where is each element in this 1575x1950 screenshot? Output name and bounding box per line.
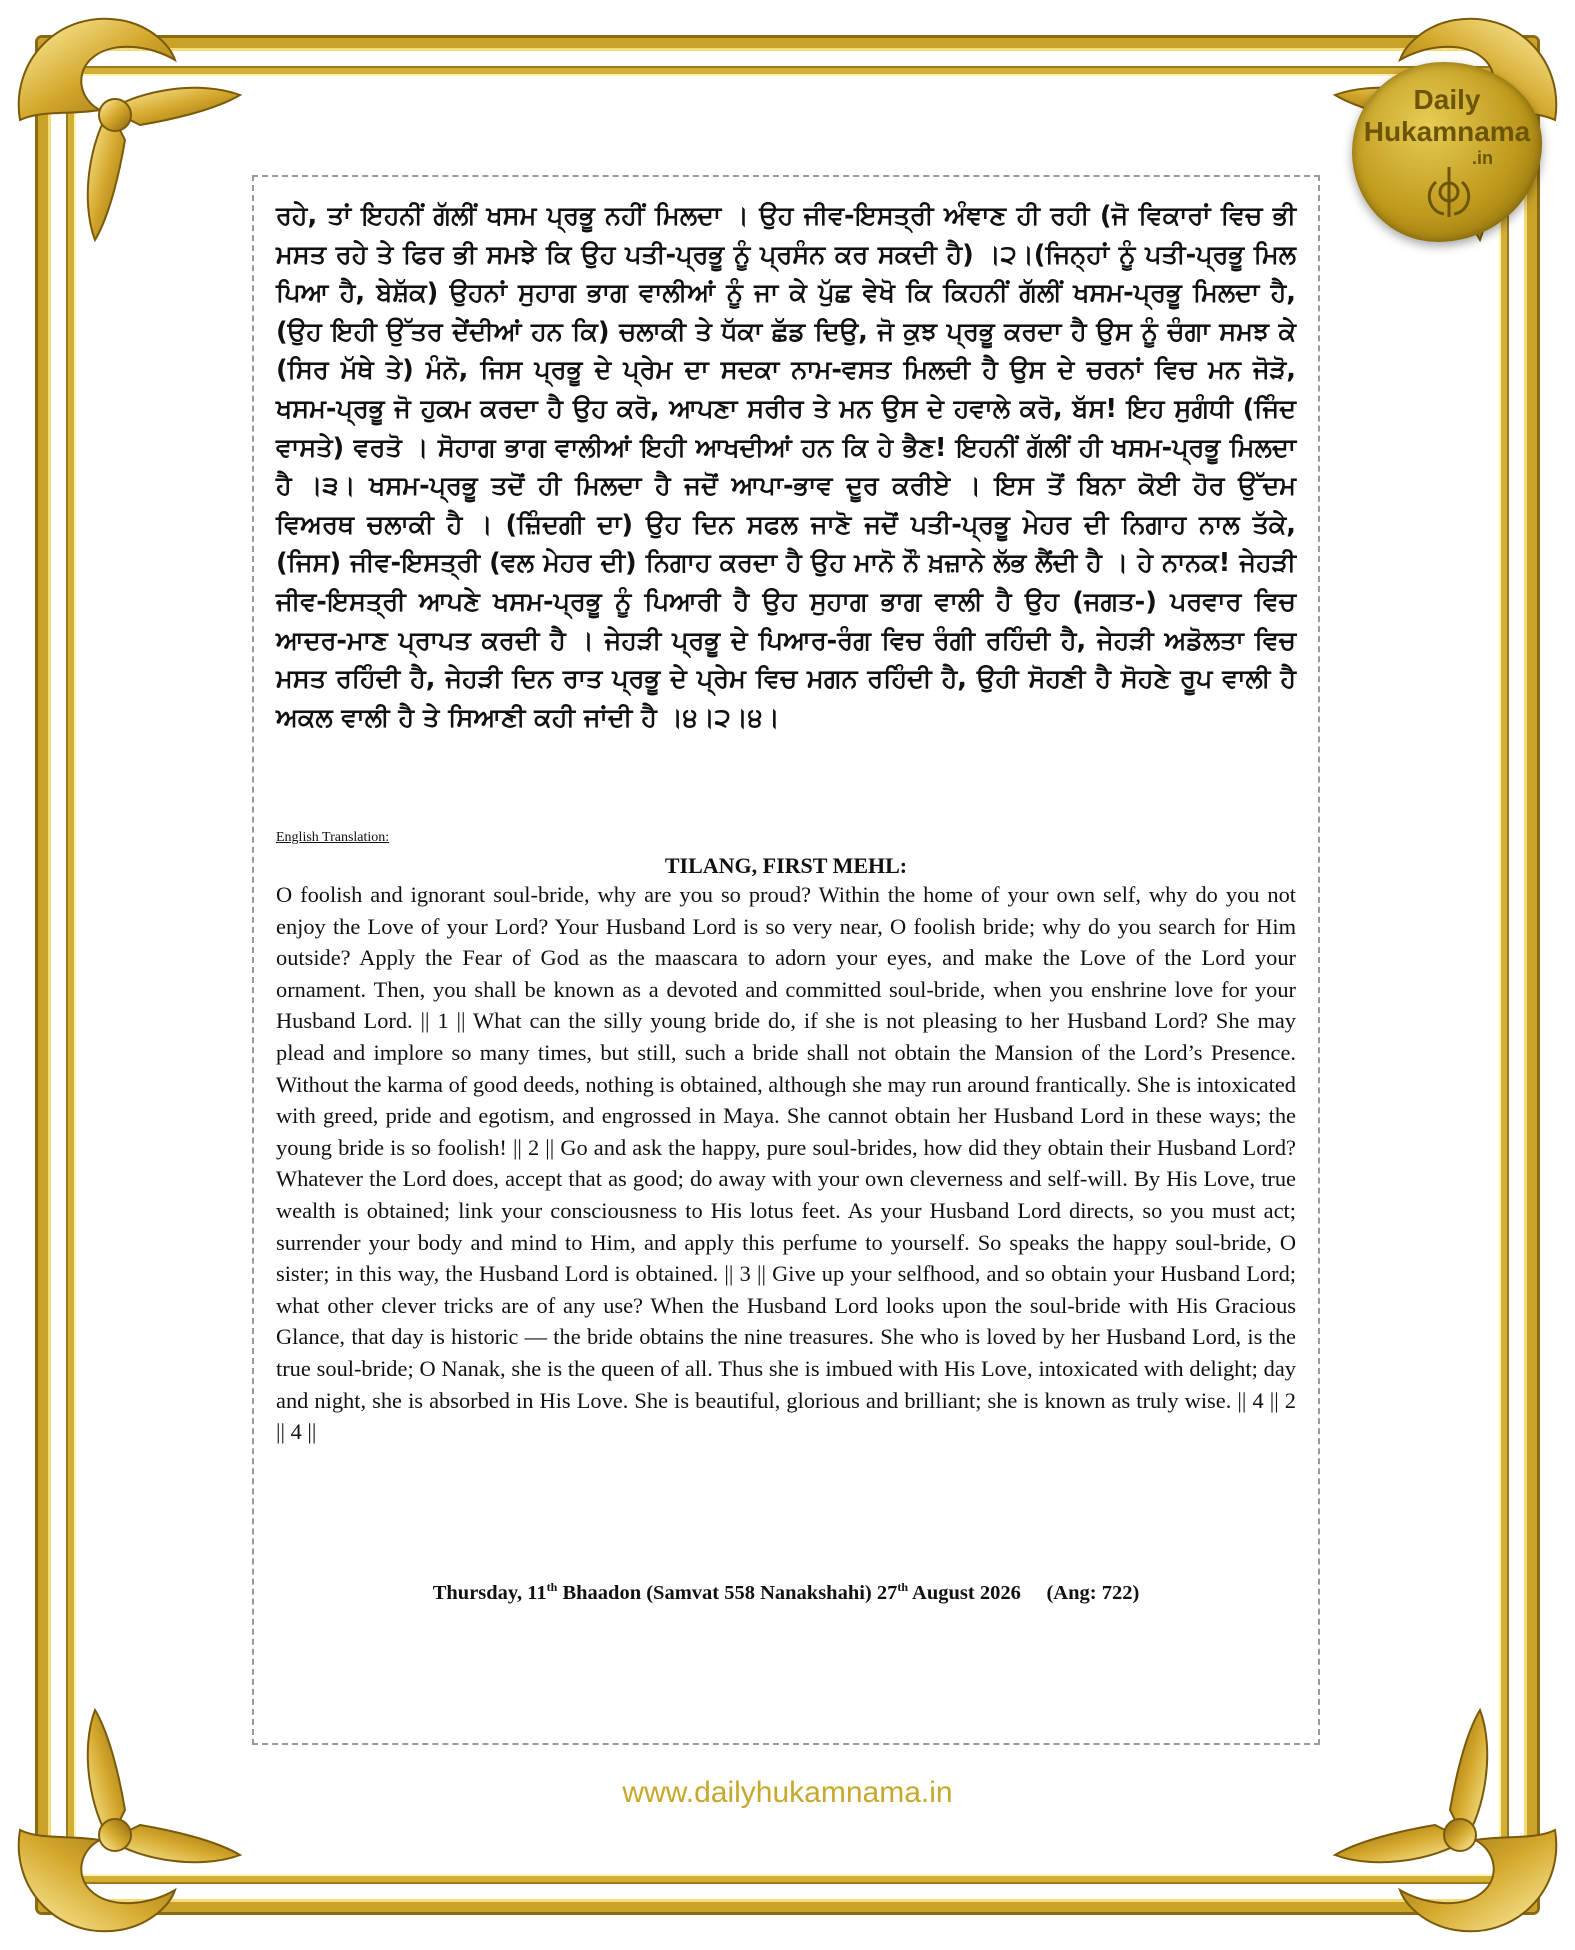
english-translation-text: O foolish and ignorant soul-bride, why are you so proud? Within the home of your own self, why do you not enjoy the Love of your Lord? Your Husband Lord is so very near, O foolish bride; why do you search for Him outside? Apply the Fear of God as the maascara to adorn your eyes, and make the Love of the Lord your ornament. Then, you shall be known as a devoted and committed soul-bride, when you enshrine love for your Husband Lord. || 1 || What can the silly young bride do, if she is not pleasing to her Husband Lord? She may plead and implore so many times, but still, such a bride shall not obtain the Mansion of the Lord’s Presence. Without the karma of good deeds, nothing is obtained, although she may run around frantically. She is intoxicated with greed, pride and egotism, and engrossed in Maya. She cannot obtain her Husband Lord in these ways; the young bride is so foolish! || 2 || Go and ask the happy, pure soul-brides, how did they obtain their Husband Lord? Whatever the Lord does, accept that as good; do away with your own cleverness and self-will. By His Love, true wealth is obtained; link your consciousness to His lotus feet. As your Husband Lord directs, so you must act; surrender your body and mind to Him, and apply this perfume to yourself. So speaks the happy soul-bride, O sister; in this way, the Husband Lord is obtained. || 3 || Give up your selfhood, and so obtain your Husband Lord; what other clever tricks are of any use? When the Husband Lord looks upon the soul-bride with His Gracious Glance, that day is historic — the bride obtains the nine treasures. She who is loved by her Husband Lord, is the true soul-bride; O Nanak, she is the queen of all. Thus she is imbued with His Love, intoxicated with delight; day and night, she is absorbed in His Love. She is beautiful, glorious and brilliant; she is known as truly wise. || 4 || 2 || 4 || xyxy=(276,882,1296,1445)
dateline-year: August 2026 xyxy=(908,1581,1021,1604)
khanda-emblem-icon xyxy=(1414,162,1484,222)
dateline-date-suffix: th xyxy=(897,1580,909,1594)
dateline xyxy=(254,1580,1318,1605)
dateline-month: Bhaadon (Samvat 558 Nanakshahi) 27 xyxy=(557,1581,898,1604)
website-link[interactable]: www.dailyhukamnama.in xyxy=(622,1776,953,1809)
ribbon-corner-bottom-right xyxy=(1315,1690,1575,1950)
english-translation-label: English Translation: xyxy=(276,830,390,845)
badge-line-2: Hukamnama xyxy=(1363,116,1531,147)
badge-line-3: .in xyxy=(1472,148,1493,168)
gurmukhi-explanation: ਰਹੇ, ਤਾਂ ਇਹਨੀਂ ਗੱਲੀਂ ਖਸਮ ਪ੍ਰਭੂ ਨਹੀਂ ਮਿਲਦਾ । ਉਹ ਜੀਵ-ਇਸਤ੍ਰੀ ਅੰਞਾਣ ਹੀ ਰਹੀ (ਜੋ ਵਿਕਾਰਾਂ ਵਿਚ ਭੀ ਮਸਤ ਰਹੇ ਤੇ ਫਿਰ ਭੀ ਸਮਝੇ ਕਿ ਉਹ ਪਤੀ-ਪ੍ਰਭੂ ਨੂੰ ਪ੍ਰਸੰਨ ਕਰ ਸਕਦੀ ਹੈ) ।੨।(ਜਿਨ੍ਹਾਂ ਨੂੰ ਪਤੀ-ਪ੍ਰਭੂ ਮਿਲ ਪਿਆ ਹੈ, ਬੇਸ਼ੱਕ) ਉਹਨਾਂ ਸੁਹਾਗ ਭਾਗ ਵਾਲੀਆਂ ਨੂੰ ਜਾ ਕੇ ਪੁੱਛ ਵੇਖੋ ਕਿ ਕਿਹਨੀਂ ਗੱਲੀਂ ਖਸਮ-ਪ੍ਰਭੂ ਮਿਲਦਾ ਹੈ, (ਉਹ ਇਹੀ ਉੱਤਰ ਦੇਂਦੀਆਂ ਹਨ ਕਿ) ਚਲਾਕੀ ਤੇ ਧੱਕਾ ਛੱਡ ਦਿਉ, ਜੋ ਕੁਝ ਪ੍ਰਭੂ ਕਰਦਾ ਹੈ ਉਸ ਨੂੰ ਚੰਗਾ ਸਮਝ ਕੇ (ਸਿਰ ਮੱਥੇ ਤੇ) ਮੰਨੋ, ਜਿਸ ਪ੍ਰਭੂ ਦੇ ਪ੍ਰੇਮ ਦਾ ਸਦਕਾ ਨਾਮ-ਵਸਤ ਮਿਲਦੀ ਹੈ ਉਸ ਦੇ ਚਰਨਾਂ ਵਿਚ ਮਨ ਜੋੜੋ, ਖਸਮ-ਪ੍ਰਭੂ ਜੋ ਹੁਕਮ ਕਰਦਾ ਹੈ ਉਹ ਕਰੋ, ਆਪਣਾ ਸਰੀਰ ਤੇ ਮਨ ਉਸ ਦੇ ਹਵਾਲੇ ਕਰੋ, ਬੱਸ! ਇਹ ਸੁਗੰਧੀ (ਜਿੰਦ ਵਾਸਤੇ) ਵਰਤੋ । ਸੋਹਾਗ ਭਾਗ ਵਾਲੀਆਂ ਇਹੀ ਆਖਦੀਆਂ ਹਨ ਕਿ ਹੇ ਭੈਣ! ਇਹਨੀਂ ਗੱਲੀਂ ਹੀ ਖਸਮ-ਪ੍ਰਭੂ ਮਿਲਦਾ ਹੈ ।੩। ਖਸਮ-ਪ੍ਰਭੂ ਤਦੋਂ ਹੀ ਮਿਲਦਾ ਹੈ ਜਦੋਂ ਆਪਾ-ਭਾਵ ਦੂਰ ਕਰੀਏ । ਇਸ ਤੋਂ ਬਿਨਾ ਕੋਈ ਹੋਰ ਉੱਦਮ ਵਿਅਰਥ ਚਲਾਕੀ ਹੈ । (ਜ਼ਿੰਦਗੀ ਦਾ) ਉਹ ਦਿਨ ਸਫਲ ਜਾਣੋ ਜਦੋਂ ਪਤੀ-ਪ੍ਰਭੂ ਮੇਹਰ ਦੀ ਨਿਗਾਹ ਨਾਲ ਤੱਕੇ, (ਜਿਸ) ਜੀਵ-ਇਸਤ੍ਰੀ (ਵਲ ਮੇਹਰ ਦੀ) ਨਿਗਾਹ ਕਰਦਾ ਹੈ ਉਹ ਮਾਨੋ ਨੌ ਖ਼ਜ਼ਾਨੇ ਲੱਭ ਲੈਂਦੀ ਹੈ । ਹੇ ਨਾਨਕ! ਜੇਹੜੀ ਜੀਵ-ਇਸਤ੍ਰੀ ਆਪਣੇ ਖਸਮ-ਪ੍ਰਭੂ ਨੂੰ ਪਿਆਰੀ ਹੈ ਉਹ ਸੁਹਾਗ ਭਾਗ ਵਾਲੀ ਹੈ ਉਹ (ਜਗਤ-) ਪਰਵਾਰ ਵਿਚ ਆਦਰ-ਮਾਣ ਪ੍ਰਾਪਤ ਕਰਦੀ ਹੈ । ਜੇਹੜੀ ਪ੍ਰਭੂ ਦੇ ਪਿਆਰ-ਰੰਗ ਵਿਚ ਰੰਗੀ ਰਹਿੰਦੀ ਹੈ, ਜੇਹੜੀ ਅਡੋਲਤਾ ਵਿਚ ਮਸਤ ਰਹਿੰਦੀ ਹੈ, ਜੇਹੜੀ ਦਿਨ ਰਾਤ ਪ੍ਰਭੂ ਦੇ ਪ੍ਰੇਮ ਵਿਚ ਮਗਨ ਰਹਿੰਦੀ ਹੈ, ਉਹੀ ਸੋਹਣੀ ਹੈ ਸੋਹਣੇ ਰੂਪ ਵਾਲੀ ਹੈ ਅਕਲ ਵਾਲੀ ਹੈ ਤੇ ਸਿਆਣੀ ਕਹੀ ਜਾਂਦੀ ਹੈ ।੪।੨।੪। xyxy=(276,201,1296,733)
dateline-ang: (Ang: 722) xyxy=(1046,1581,1140,1604)
ribbon-corner-bottom-left xyxy=(0,1690,260,1950)
badge-line-1: Daily xyxy=(1413,84,1481,115)
ribbon-corner-top-left xyxy=(0,0,260,260)
content-panel xyxy=(252,175,1320,1745)
dateline-day-suffix: th xyxy=(546,1580,558,1594)
english-title: TILANG, FIRST MEHL: xyxy=(664,853,908,878)
dateline-day: Thursday, 11 xyxy=(432,1581,547,1604)
